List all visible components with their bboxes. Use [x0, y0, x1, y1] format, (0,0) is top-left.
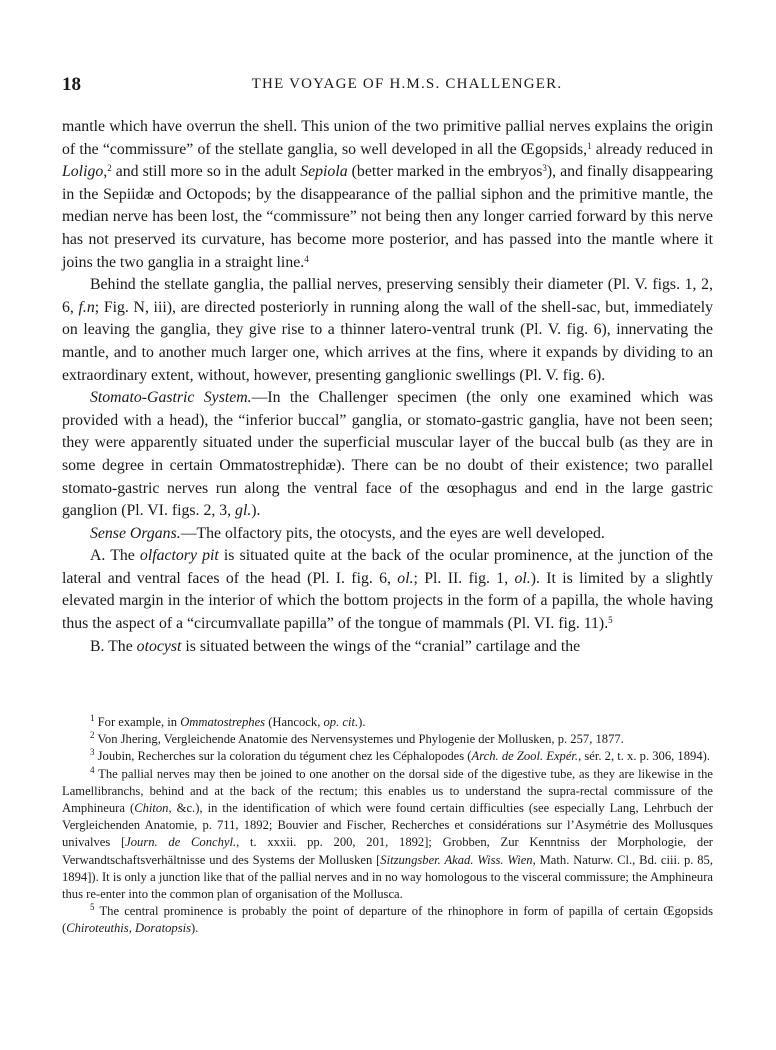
section-heading: Stomato-Gastric System. — [90, 389, 252, 407]
footnotes — [62, 714, 713, 938]
footnote-2: $^2$ Von Jhering, Vergleichende Anatomie des Nervensystemes und Phylogenie der Mollusken, p. 257, 1877. — [90, 730, 624, 747]
paragraph-sense-organs: Sense Organs.—The olfactory pits, the otocysts, and the eyes are well developed. — [90, 524, 605, 542]
paragraph-stomato-gastric: Stomato-Gastric System.—In the Challenger specimen (the only one examined which was provided with a head), the “inferior buccal” ganglia, or stomato-gastric ganglia, have not been seen; they were apparently situated under the superficial muscular layer of the buccal bulb (as they are in some degree in certain Ommatostrephidæ). There can be no doubt of their existence; two parallel stomato-gastric nerves run along the ventral face of the œsophagus and end in the large gastric ganglion (Pl. VI. figs. 2, 3, gl.). — [62, 389, 713, 520]
page-header — [62, 74, 712, 98]
footnote-3: $^3$ Joubin, Recherches sur la coloration du tégument chez les Céphalopodes (Arch. de Zool. Expér., sér. 2, t. x. p. 306, 1894). — [90, 747, 710, 764]
footnote-5: $^5$ The central prominence is probably the point of departure of the rhinophore in form of papilla of certain Œgopsids (Chiroteuthis, Doratopsis). — [62, 902, 713, 936]
running-title: THE VOYAGE OF H.M.S. CHALLENGER. — [251, 76, 563, 92]
footnote-4: $^4$ The pallial nerves may then be joined to one another on the dorsal side of the digestive tube, as they are likewise in the Lamellibranchs, behind and at the back of the rectum; this enables us to understand the supra-rectal commissure of the Amphineura (Chiton, &c.), in the identification of which were found certain difficulties (see especially Lang, Lehrbuch der Vergleichenden Anatomie, p. 711, 1892; Bouvier and Fischer, Recherches et considérations sur l’Asymétrie des Mollusques univalves [Journ. de Conchyl., t. xxxii. pp. 200, 201, 1892]; Grobben, Zur Kenntniss der Morphologie, der Verwandtschaftsverhältnisse und des Systems der Mollusken [Sitzungsber. Akad. Wiss. Wien, Math. Naturw. Cl., Bd. ciii. p. 85, 1894]). It is only a junction like that of the pallial nerves and in no way homologous to the visceral commissure; the Amphineura thus re-enter into the common plan of organisation of the Mollusca. — [62, 764, 714, 902]
main-text — [62, 116, 713, 658]
paragraph-otocyst: B. The otocyst is situated between the wings of the “cranial” cartilage and the — [90, 637, 581, 655]
paragraph-stellate-ganglia: Behind the stellate ganglia, the pallial nerves, preserving sensibly their diameter (Pl. V. figs. 1, 2, 6, f.n; Fig. N, iii), are directed posteriorly in running along the wall of the shell-sac, but, immediately on leaving the ganglia, they give rise to a thinner latero-ventral trunk (Pl. V. fig. 6), innervating the mantle, and to another much larger one, which arrives at the fins, where it expands by dividing to an extraordinary extent, without, however, presenting ganglionic swellings (Pl. V. fig. 6). — [62, 276, 714, 384]
section-heading: Sense Organs. — [90, 524, 181, 542]
paragraph-olfactory-pit: A. The olfactory pit is situated quite at the back of the ocular prominence, at the junction of the lateral and ventral faces of the head (Pl. I. fig. 6, ol.; Pl. II. fig. 1, ol.). It is limited by a slightly elevated margin in the interior of which the bottom projects in the form of a papilla, the whole having thus the aspect of a “circumvallate papilla” of the tongue of mammals (Pl. VI. fig. 11).$^5$ — [62, 547, 714, 633]
page-number: 18 — [62, 74, 81, 95]
footnote-1: $^1$ For example, in Ommatostrephes (Hancock, op. cit.). — [90, 713, 366, 729]
paragraph-pallial-nerves: mantle which have overrun the shell. This union of the two primitive pallial nerves explains the origin of the “commissure” of the stellate ganglia, so well developed in all the Œgopsids,$^1$ already reduced in Loligo,$^2$ and still more so in the adult Sepiola (better marked in the embryos$^3$), and finally disappearing in the Sepiidæ and Octopods; by the disappearance of the pallial siphon and the primitive mantle, the median nerve has been lost, the “commissure” not being then any longer carried forward by this nerve has not preserved its curvature, has become more posterior, and has passed into the mantle where it joins the two ganglia in a straight line.$^4$ — [62, 118, 714, 271]
